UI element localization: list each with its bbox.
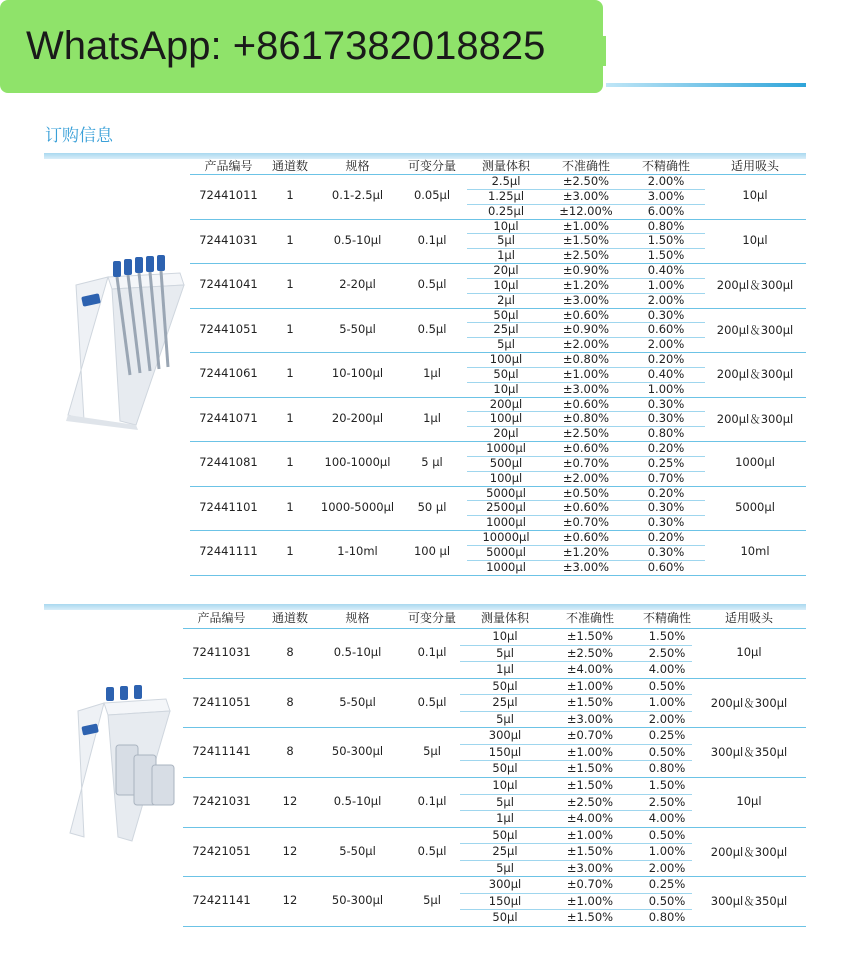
table1-inaccuracy-cell: ±0.70%: [562, 515, 610, 530]
table2-imprecision-cell: 4.00%: [648, 811, 686, 826]
table1-inc-cell: 0.5µl: [417, 321, 447, 336]
table1-inaccuracy-cell: ±2.00%: [562, 470, 610, 485]
table2-inaccuracy-cell: ±1.00%: [566, 827, 614, 842]
table1-id-cell: 72441081: [199, 455, 258, 470]
table1-inaccuracy-cell: ±2.50%: [562, 248, 610, 263]
table1-tip-cell: 1000µl: [735, 455, 775, 470]
table2-inaccuracy-cell: ±1.00%: [566, 744, 614, 759]
table1-inc-cell: 0.1µl: [417, 232, 447, 247]
table1-imprecision-cell: 0.30%: [647, 396, 685, 411]
table2-volume-cell: 5µl: [496, 794, 514, 809]
table1-imprecision-cell: 0.30%: [647, 307, 685, 322]
table1-imprecision-cell: 1.50%: [647, 248, 685, 263]
table2-inaccuracy-cell: ±0.70%: [566, 877, 614, 892]
table1-inaccuracy-cell: ±2.50%: [562, 174, 610, 188]
header-channels: 通道数: [271, 611, 308, 625]
table2-imprecision-cell: 2.00%: [648, 860, 686, 875]
table1-spec-cell: 0.5-10µl: [333, 232, 382, 247]
table1-tip-cell: 5000µl: [735, 499, 775, 514]
table1-inaccuracy-cell: ±0.90%: [562, 322, 610, 337]
table1-ch-cell: 1: [286, 188, 294, 203]
table2-inaccuracy-cell: ±1.50%: [566, 778, 614, 792]
table1-volume-cell: 200µl: [489, 396, 523, 411]
table2-id-cell: 72421051: [192, 843, 251, 858]
table1-inaccuracy-cell: ±3.00%: [562, 559, 610, 574]
table2-volume-cell: 1µl: [496, 662, 514, 677]
table1-imprecision-cell: 1.00%: [647, 277, 685, 292]
table2-inc-cell: 5µl: [423, 744, 441, 759]
table1-inaccuracy-cell: ±3.00%: [562, 292, 610, 307]
table2-inc-cell: 0.1µl: [417, 644, 447, 659]
table1-tip-cell: 200µl＆300µl: [716, 278, 794, 293]
table2-volume-cell: 50µl: [492, 827, 518, 842]
table2-id-cell: 72411141: [192, 744, 251, 759]
table1-inaccuracy-cell: ±0.60%: [562, 500, 610, 515]
table1-imprecision-cell: 0.60%: [647, 322, 685, 337]
table1-inc-cell: 1µl: [423, 366, 441, 381]
table1-tip-cell: 10µl: [742, 232, 768, 247]
table2-imprecision-cell: 0.50%: [648, 744, 686, 759]
table1-inaccuracy-cell: ±2.00%: [562, 337, 610, 352]
table1-volume-cell: 10µl: [493, 277, 519, 292]
table1-volume-cell: 1000µl: [486, 441, 526, 455]
table1-group-rule: [190, 575, 806, 576]
table1-ch-cell: 1: [286, 366, 294, 381]
table1-volume-cell: 100µl: [489, 352, 523, 366]
table2-volume-cell: 25µl: [492, 695, 518, 710]
table2-volume-cell: 1µl: [496, 811, 514, 826]
table1-imprecision-cell: 0.20%: [647, 485, 685, 500]
table1-volume-cell: 20µl: [493, 263, 519, 277]
table2-inaccuracy-cell: ±3.00%: [566, 711, 614, 726]
table2-ch-cell: 8: [286, 744, 294, 759]
table2-spec-cell: 50-300µl: [331, 744, 384, 759]
table2-tip-cell: 200µl＆300µl: [710, 695, 788, 710]
table2-id-cell: 72411051: [192, 694, 251, 709]
table1-ch-cell: 1: [286, 321, 294, 336]
table1-inaccuracy-cell: ±0.80%: [562, 411, 610, 426]
table1-ch-cell: 1: [286, 455, 294, 470]
table2-tip-cell: 200µl＆300µl: [710, 844, 788, 859]
header-imprecision: 不精确性: [641, 159, 690, 173]
table1-inc-cell: 50 µl: [417, 499, 447, 514]
header-product-no: 产品编号: [204, 159, 253, 173]
table2-tip-cell: 300µl＆350µl: [710, 745, 788, 760]
table2-group-rule: [183, 926, 806, 927]
table2-tip-cell: 10µl: [736, 644, 762, 659]
table2-ch-cell: 12: [282, 793, 298, 808]
table1-inaccuracy-cell: ±0.50%: [562, 485, 610, 500]
table2-volume-cell: 300µl: [488, 728, 522, 743]
table1-tip-cell: 200µl＆300µl: [716, 367, 794, 382]
table2-volume-cell: 150µl: [488, 893, 522, 908]
table1-spec-cell: 2-20µl: [339, 277, 376, 292]
table2-volume-cell: 25µl: [492, 844, 518, 859]
table2-ch-cell: 12: [282, 893, 298, 908]
table2-inc-cell: 0.1µl: [417, 793, 447, 808]
table2-imprecision-cell: 4.00%: [648, 662, 686, 677]
table2-inaccuracy-cell: ±1.00%: [566, 678, 614, 693]
table1-imprecision-cell: 0.30%: [647, 544, 685, 559]
table2-imprecision-cell: 0.25%: [648, 877, 686, 892]
table1-inaccuracy-cell: ±1.20%: [562, 277, 610, 292]
table1-ch-cell: 1: [286, 410, 294, 425]
table1-volume-cell: 5000µl: [486, 485, 526, 500]
header-inaccuracy: 不准确性: [561, 159, 610, 173]
table2-inaccuracy-cell: ±1.00%: [566, 893, 614, 908]
table1-imprecision-cell: 0.70%: [647, 470, 685, 485]
table2-imprecision-cell: 0.50%: [648, 893, 686, 908]
table2-imprecision-cell: 2.00%: [648, 711, 686, 726]
table2-spec-cell: 50-300µl: [331, 893, 384, 908]
table1-imprecision-cell: 2.00%: [647, 337, 685, 352]
table2-inaccuracy-cell: ±3.00%: [566, 860, 614, 875]
table1-spec-cell: 20-200µl: [331, 410, 384, 425]
table1-tip-cell: 10µl: [742, 188, 768, 203]
table1-spec-cell: 1000-5000µl: [320, 499, 395, 514]
table2-ch-cell: 12: [282, 843, 298, 858]
table1-volume-cell: 2.5µl: [491, 174, 521, 188]
table1-inaccuracy-cell: ±0.60%: [562, 307, 610, 322]
table1-inaccuracy-cell: ±1.00%: [562, 218, 610, 233]
table1-imprecision-cell: 0.20%: [647, 352, 685, 366]
table1-volume-cell: 1.25µl: [487, 188, 525, 203]
table1-inaccuracy-cell: ±3.00%: [562, 188, 610, 203]
table1-imprecision-cell: 2.00%: [647, 174, 685, 188]
table2-tip-cell: 10µl: [736, 793, 762, 808]
header-tips: 适用吸头: [730, 159, 779, 173]
header-inaccuracy: 不准确性: [565, 611, 614, 625]
table1-inaccuracy-cell: ±0.70%: [562, 455, 610, 470]
table2-imprecision-cell: 1.00%: [648, 695, 686, 710]
table1-imprecision-cell: 0.40%: [647, 263, 685, 277]
table2-id-cell: 72421031: [192, 793, 251, 808]
table1-volume-cell: 1000µl: [486, 515, 526, 530]
table1-volume-cell: 5000µl: [486, 544, 526, 559]
table2-volume-cell: 5µl: [496, 860, 514, 875]
table2-inaccuracy-cell: ±0.70%: [566, 728, 614, 743]
header-spec: 规格: [345, 159, 370, 173]
table1-volume-cell: 50µl: [493, 366, 519, 381]
table1-imprecision-cell: 0.30%: [647, 411, 685, 426]
table1-volume-cell: 2µl: [497, 292, 515, 307]
table1-spec-cell: 100-1000µl: [324, 455, 391, 470]
table2-imprecision-cell: 1.50%: [648, 778, 686, 792]
table1-id-cell: 72441071: [199, 410, 258, 425]
table1-inc-cell: 0.5µl: [417, 277, 447, 292]
table1-volume-cell: 5µl: [497, 233, 515, 248]
table1-ch-cell: 1: [286, 544, 294, 559]
table1-id-cell: 72441051: [199, 321, 258, 336]
table1-inaccuracy-cell: ±0.60%: [562, 530, 610, 544]
table2-inaccuracy-cell: ±1.50%: [566, 910, 614, 925]
table1-id-cell: 72441101: [199, 499, 258, 514]
banner-text: WhatsApp: +8617382018825: [26, 24, 546, 68]
table2-volume-cell: 5µl: [496, 645, 514, 660]
table1-inaccuracy-cell: ±1.20%: [562, 544, 610, 559]
table1-imprecision-cell: 1.00%: [647, 381, 685, 396]
header-channels: 通道数: [271, 159, 308, 173]
table2-imprecision-cell: 0.50%: [648, 678, 686, 693]
table2-volume-cell: 10µl: [492, 778, 518, 792]
table1-inc-cell: 0.05µl: [413, 188, 451, 203]
table1-volume-cell: 100µl: [489, 470, 523, 485]
table1-imprecision-cell: 0.40%: [647, 366, 685, 381]
table1-volume-cell: 25µl: [493, 322, 519, 337]
table1-inaccuracy-cell: ±2.50%: [562, 426, 610, 441]
table2-volume-cell: 150µl: [488, 744, 522, 759]
table1-imprecision-cell: 2.00%: [647, 292, 685, 307]
section-title: 订购信息: [45, 126, 113, 146]
table2-imprecision-cell: 2.50%: [648, 645, 686, 660]
table2-inaccuracy-cell: ±1.50%: [566, 695, 614, 710]
table1-inaccuracy-cell: ±1.50%: [562, 233, 610, 248]
table2-volume-cell: 300µl: [488, 877, 522, 892]
table1-inaccuracy-cell: ±0.60%: [562, 396, 610, 411]
table1-ch-cell: 1: [286, 499, 294, 514]
table1-volume-cell: 500µl: [489, 455, 523, 470]
table1-volume-cell: 10µl: [493, 381, 519, 396]
table2-inaccuracy-cell: ±1.50%: [566, 629, 614, 643]
table2-imprecision-cell: 0.80%: [648, 910, 686, 925]
table1-id-cell: 72441061: [199, 366, 258, 381]
table1-volume-cell: 10000µl: [482, 530, 530, 544]
header-tips: 适用吸头: [724, 611, 773, 625]
table2-spec-cell: 5-50µl: [339, 694, 376, 709]
table1-imprecision-cell: 0.30%: [647, 515, 685, 530]
table1-inaccuracy-cell: ±0.90%: [562, 263, 610, 277]
table1-volume-cell: 10µl: [493, 218, 519, 233]
table2-imprecision-cell: 1.00%: [648, 844, 686, 859]
table2-tip-cell: 300µl＆350µl: [710, 894, 788, 909]
table1-inaccuracy-cell: ±0.60%: [562, 441, 610, 455]
table2-imprecision-cell: 0.50%: [648, 827, 686, 842]
table1-inaccuracy-cell: ±3.00%: [562, 381, 610, 396]
table1-volume-cell: 0.25µl: [487, 203, 525, 218]
table1-spec-cell: 10-100µl: [331, 366, 384, 381]
table1-imprecision-cell: 0.60%: [647, 559, 685, 574]
table1-imprecision-cell: 0.80%: [647, 426, 685, 441]
table2-inaccuracy-cell: ±2.50%: [566, 645, 614, 660]
table1-imprecision-cell: 0.80%: [647, 218, 685, 233]
table2-volume-cell: 50µl: [492, 761, 518, 776]
table2-imprecision-cell: 1.50%: [648, 629, 686, 643]
table1-id-cell: 72441041: [199, 277, 258, 292]
table2-inc-cell: 5µl: [423, 893, 441, 908]
table2-inc-cell: 0.5µl: [417, 843, 447, 858]
table1-imprecision-cell: 6.00%: [647, 203, 685, 218]
header-spec: 规格: [345, 611, 370, 625]
table2-spec-cell: 5-50µl: [339, 843, 376, 858]
table1-ch-cell: 1: [286, 232, 294, 247]
table1-volume-cell: 20µl: [493, 426, 519, 441]
table2-inaccuracy-cell: ±4.00%: [566, 811, 614, 826]
table1-spec-cell: 0.1-2.5µl: [331, 188, 384, 203]
header-imprecision: 不精确性: [642, 611, 691, 625]
table1-imprecision-cell: 0.30%: [647, 500, 685, 515]
table1-volume-cell: 2500µl: [486, 500, 526, 515]
table2-volume-cell: 50µl: [492, 678, 518, 693]
table2-inaccuracy-cell: ±1.50%: [566, 844, 614, 859]
table2-id-cell: 72421141: [192, 893, 251, 908]
table2-volume-cell: 5µl: [496, 711, 514, 726]
header-product-no: 产品编号: [197, 611, 246, 625]
table2-volume-cell: 10µl: [492, 629, 518, 643]
table1-inc-cell: 5 µl: [421, 455, 443, 470]
table2-volume-cell: 50µl: [492, 910, 518, 925]
table1-tip-cell: 200µl＆300µl: [716, 411, 794, 426]
table2-inc-cell: 0.5µl: [417, 694, 447, 709]
table2-inaccuracy-cell: ±2.50%: [566, 794, 614, 809]
table2-inaccuracy-cell: ±4.00%: [566, 662, 614, 677]
table1-inaccuracy-cell: ±12.00%: [559, 203, 613, 218]
table1-volume-cell: 1µl: [497, 248, 515, 263]
table1-tip-cell: 200µl＆300µl: [716, 322, 794, 337]
table1-volume-cell: 100µl: [489, 411, 523, 426]
table1-volume-cell: 1000µl: [486, 559, 526, 574]
table1-ch-cell: 1: [286, 277, 294, 292]
table2-spec-cell: 0.5-10µl: [333, 644, 382, 659]
table1-imprecision-cell: 0.20%: [647, 441, 685, 455]
table2-spec-cell: 0.5-10µl: [333, 793, 382, 808]
header-volume: 测量体积: [481, 159, 530, 173]
table1-id-cell: 72441031: [199, 232, 258, 247]
table1-tip-cell: 10ml: [740, 544, 770, 559]
table1-imprecision-cell: 1.50%: [647, 233, 685, 248]
table1-inaccuracy-cell: ±1.00%: [562, 366, 610, 381]
table1-imprecision-cell: 3.00%: [647, 188, 685, 203]
table1-id-cell: 72441011: [199, 188, 258, 203]
table2-imprecision-cell: 2.50%: [648, 794, 686, 809]
table1-spec-cell: 5-50µl: [339, 321, 376, 336]
table2-ch-cell: 8: [286, 694, 294, 709]
header-volume: 测量体积: [480, 611, 529, 625]
table1-volume-cell: 5µl: [497, 337, 515, 352]
table2-imprecision-cell: 0.80%: [648, 761, 686, 776]
table2-ch-cell: 8: [286, 644, 294, 659]
table1-id-cell: 72441111: [199, 544, 258, 559]
table1-volume-cell: 50µl: [493, 307, 519, 322]
header-increment: 可变分量: [407, 611, 456, 625]
table2-inaccuracy-cell: ±1.50%: [566, 761, 614, 776]
table1-imprecision-cell: 0.20%: [647, 530, 685, 544]
table2-id-cell: 72411031: [192, 644, 251, 659]
table1-imprecision-cell: 0.25%: [647, 455, 685, 470]
table2-imprecision-cell: 0.25%: [648, 728, 686, 743]
table1-inaccuracy-cell: ±0.80%: [562, 352, 610, 366]
table1-inc-cell: 1µl: [423, 410, 441, 425]
header-increment: 可变分量: [407, 159, 456, 173]
table1-inc-cell: 100 µl: [413, 544, 451, 559]
table1-spec-cell: 1-10ml: [337, 544, 378, 559]
